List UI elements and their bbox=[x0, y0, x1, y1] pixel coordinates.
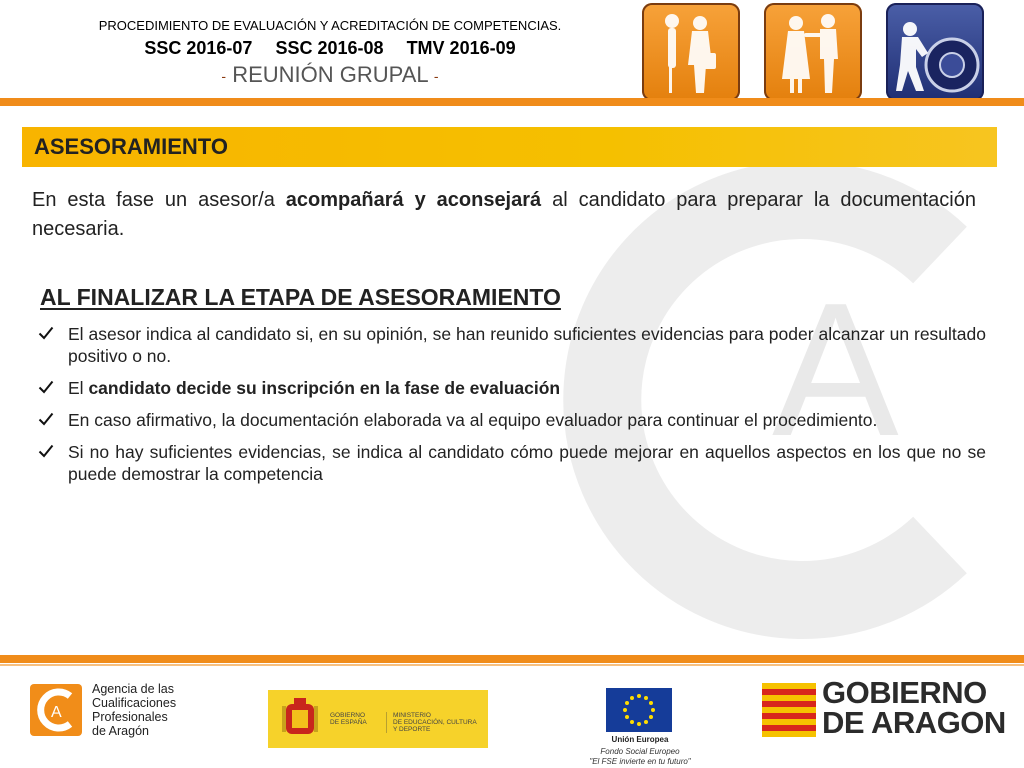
aragon-line-1: GOBIERNO bbox=[822, 675, 987, 710]
bullet-text: El asesor indica al candidato si, en su opinión, se han reunido suficientes evidencias para poder alcanzar un resultado positivo o no. bbox=[68, 324, 986, 366]
bullet-list bbox=[38, 323, 986, 495]
code-ssc-08: SSC 2016-08 bbox=[275, 38, 384, 58]
header-procedure-title: PROCEDIMIENTO DE EVALUACIÓN Y ACREDITACIÓN DE COMPETENCIAS. bbox=[98, 18, 562, 33]
footer-light-band bbox=[0, 664, 1024, 666]
intro-text-2: al candidato para preparar la documentación necesaria. bbox=[32, 189, 976, 240]
spain-government-logo bbox=[268, 690, 488, 748]
list-item bbox=[38, 323, 986, 367]
eu-fund: Fondo Social Europeo bbox=[600, 747, 680, 756]
checkmark-icon bbox=[38, 411, 54, 427]
list-item bbox=[38, 377, 986, 399]
footer-orange-band bbox=[0, 655, 1024, 663]
ministry-text bbox=[386, 712, 477, 733]
aragon-line-2: DE ARAGON bbox=[822, 705, 1006, 740]
hairdresser-figure-icon bbox=[642, 3, 740, 101]
ministry-line-1: MINISTERIO bbox=[393, 712, 431, 719]
spain-gov-text bbox=[330, 712, 367, 726]
eu-flag bbox=[606, 688, 672, 732]
intro-bold: acompañará y aconsejará bbox=[285, 189, 542, 211]
checkmark-icon bbox=[38, 443, 54, 459]
mechanic-figure-icon bbox=[886, 3, 984, 101]
ministry-line-3: Y DEPORTE bbox=[393, 726, 431, 733]
code-ssc-07: SSC 2016-07 bbox=[144, 38, 253, 58]
aragon-flag-icon bbox=[762, 683, 816, 737]
aragon-government-text bbox=[822, 675, 1006, 740]
list-item bbox=[38, 441, 986, 485]
bullet-text: Si no hay suficientes evidencias, se indica al candidato cómo puede mejorar en aquellos aspectos en los que no se puede demostrar la competencia bbox=[68, 442, 986, 484]
code-tmv-09: TMV 2016-09 bbox=[406, 38, 516, 58]
dash-left: - bbox=[221, 68, 227, 85]
agency-line-3: Profesionales bbox=[92, 710, 168, 724]
bullet-text: El bbox=[68, 378, 89, 398]
intro-text-1: En esta fase un asesor/a bbox=[32, 189, 286, 211]
header-meeting-title bbox=[0, 62, 660, 88]
watermark-letter: A bbox=[772, 264, 899, 476]
agency-line-1: Agencia de las bbox=[92, 682, 175, 696]
dash-right: - bbox=[433, 68, 439, 85]
header-orange-band bbox=[0, 98, 1024, 106]
agency-name bbox=[92, 682, 176, 738]
agency-logo-icon bbox=[30, 684, 82, 736]
spain-gov-line-1: GOBIERNO bbox=[330, 712, 366, 719]
header-codes bbox=[0, 38, 660, 59]
agency-line-2: Cualificaciones bbox=[92, 696, 177, 710]
meeting-label: REUNIÓN GRUPAL bbox=[232, 62, 428, 87]
checkmark-icon bbox=[38, 379, 54, 395]
checkmark-icon bbox=[38, 325, 54, 341]
eu-motto: "El FSE invierte en tu futuro" bbox=[589, 757, 691, 766]
ministry-line-2: DE EDUCACIÓN, CULTURA bbox=[393, 719, 477, 726]
bullet-bold: candidato decide su inscripción en la fase de evaluación bbox=[88, 378, 561, 398]
bullet-text: En caso afirmativo, la documentación elaborada va al equipo evaluador para continuar el procedimiento. bbox=[68, 410, 878, 430]
caregiver-figure-icon bbox=[764, 3, 862, 101]
eu-label: Unión Europea bbox=[611, 735, 669, 744]
list-item bbox=[38, 409, 986, 431]
agency-logo bbox=[30, 680, 230, 740]
eu-stars-icon bbox=[606, 688, 672, 732]
section-intro bbox=[32, 186, 976, 244]
spain-coat-of-arms-icon bbox=[282, 698, 318, 740]
svg-text:A: A bbox=[51, 704, 62, 721]
agency-line-4: de Aragón bbox=[92, 724, 149, 738]
spain-gov-line-2: DE ESPAÑA bbox=[330, 719, 367, 726]
subsection-title: AL FINALIZAR LA ETAPA DE ASESORAMIENTO bbox=[40, 284, 561, 310]
section-title: ASESORAMIENTO bbox=[34, 134, 228, 159]
